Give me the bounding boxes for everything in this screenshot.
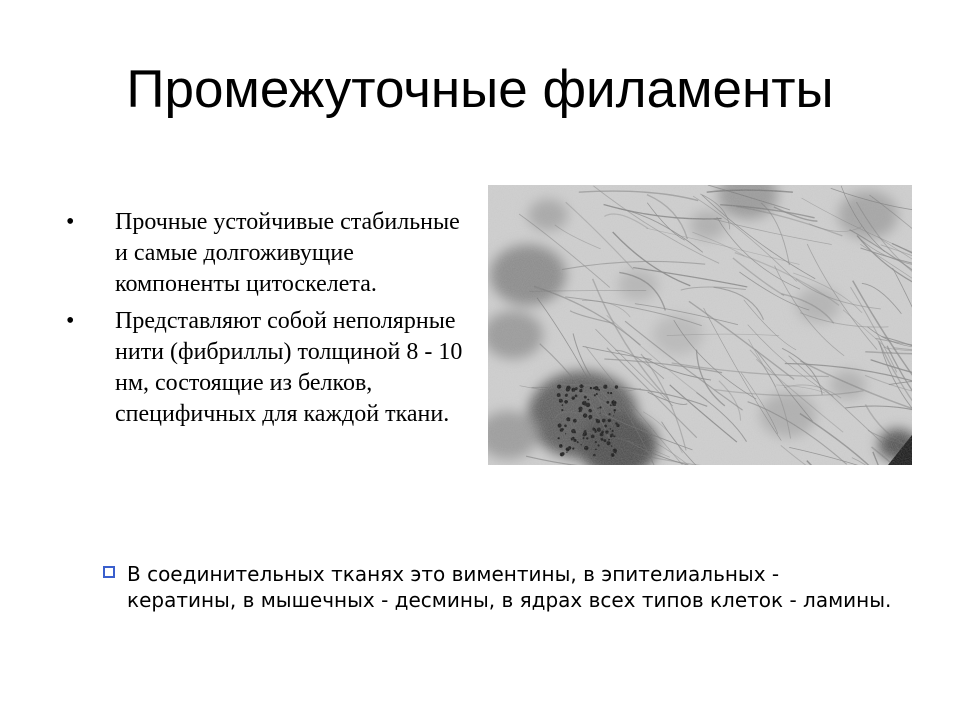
slide-title: Промежуточные филаменты xyxy=(126,60,834,119)
bullet-item xyxy=(60,207,470,300)
bullet-marker: • xyxy=(66,308,75,334)
square-bullet-icon xyxy=(103,566,115,578)
bullet-item xyxy=(60,306,470,430)
bullet-list xyxy=(60,207,470,436)
micrograph-drawing xyxy=(488,185,912,465)
bullet-text: Представляют собой неполярные нити (фибриллы) толщиной 8 - 10 нм, состоящие из белков, специфичных для каждой ткани. xyxy=(115,308,463,427)
electron-micrograph-image xyxy=(488,185,912,465)
sub-bullet xyxy=(103,561,893,613)
sub-bullet-text: В соединительных тканях это виментины, в эпителиальных - кератины, в мышечных - десмины, в ядрах всех типов клеток - ламины. xyxy=(127,562,892,612)
bullet-marker: • xyxy=(66,209,75,235)
bullet-text: Прочные устойчивые стабильные и самые долгоживущие компоненты цитоскелета. xyxy=(115,209,460,297)
